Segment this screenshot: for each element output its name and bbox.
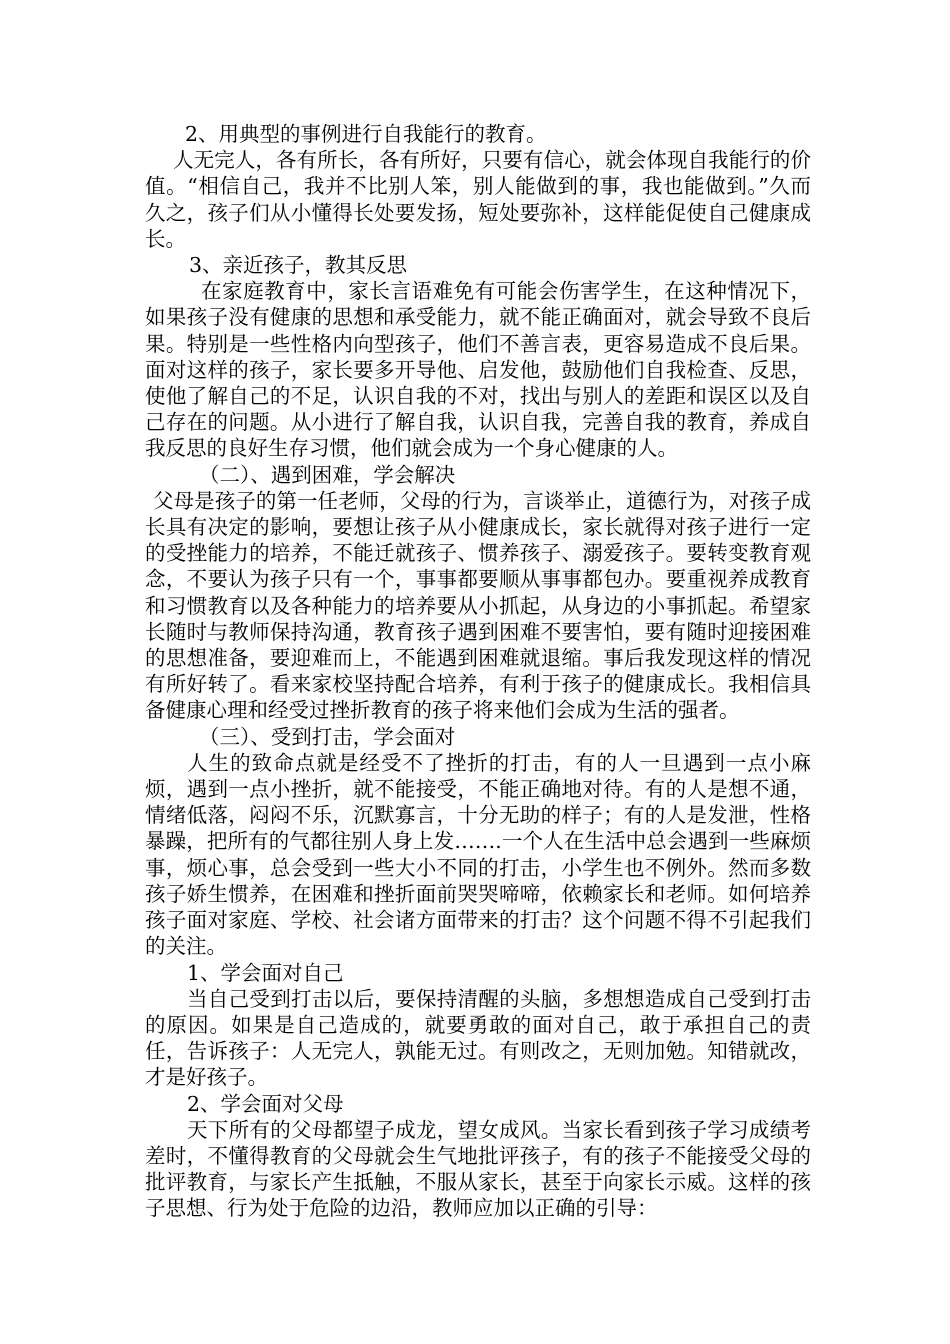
paragraph: 在家庭教育中，家长言语难免有可能会伤害学生，在这种情况下，如果孩子没有健康的思想和承受能力，就不能正确面对，就会导致不良后果。特别是一些性格内向型孩子，他们不善言表，更容易造成不良后果。面对这样的孩子，家长要多开导他、启发他，鼓励他们自我检查、反思，使他了解自己的不足，认识自我的不对，找出与别人的差距和误区以及自己存在的问题。从小进行了解自我，认识自我，完善自我的教育，养成自我反思的良好生存习惯，他们就会成为一个身心健康的人。 [145,279,811,461]
paragraph: 天下所有的父母都望子成龙，望女成风。当家长看到孩子学习成绩考差时，不懂得教育的父母就会生气地批评孩子，有的孩子不能接受父母的批评教育，与家长产生抵触，不服从家长，甚至于向家长示威。这样的孩子思想、行为处于危险的边沿，教师应加以正确的引导： [145,1117,811,1221]
paragraph: 当自己受到打击以后，要保持清醒的头脑，多想想造成自己受到打击的原因。如果是自己造成的，就要勇敢的面对自己，敢于承担自己的责任，告诉孩子：人无完人，孰能无过。有则改之，无则加勉。知错就改，才是好孩子。 [145,986,811,1090]
document-page [145,121,811,1222]
section-heading: 3、亲近孩子，教其反思 [189,253,408,278]
section-heading: 2、用典型的事例进行自我能行的教育。 [185,122,547,146]
paragraph: 父母是孩子的第一任老师，父母的行为，言谈举止，道德行为，对孩子成长具有决定的影响，要想让孩子从小健康成长，家长就得对孩子进行一定的受挫能力的培养，不能迁就孩子、惯养孩子、溺爱孩子。要转变教育观念，不要认为孩子只有一个，事事都要顺从事事都包办。要重视养成教育和习惯教育以及各种能力的培养要从小抓起，从身边的小事抓起。希望家长随时与教师保持沟通，教育孩子遇到困难不要害怕，要有随时迎接困难的思想准备，要迎难而上，不能遇到困难就退缩。事后我发现这样的情况有所好转了。看来家校坚持配合培养，有利于孩子的健康成长。我相信具备健康心理和经受过挫折教育的孩子将来他们会成为生活的强者。 [145,488,811,723]
section-heading: （三）、受到打击，学会面对 [199,724,456,749]
paragraph: 人无完人，各有所长，各有所好，只要有信心，就会体现自我能行的价值。“相信自己，我并不比别人笨，别人能做到的事，我也能做到。”久而久之，孩子们从小懂得长处要发扬，短处要弥补，这样能促使自己健康成长。 [145,148,811,251]
section-heading: 2、学会面对父母 [187,1091,344,1116]
paragraph: 人生的致命点就是经受不了挫折的打击，有的人一旦遇到一点小麻烦，遇到一点小挫折，就不能接受，不能正确地对待。有的人是想不通，情绪低落，闷闷不乐，沉默寡言，十分无助的样子；有的人是发泄，性格暴躁，把所有的气都往别人身上发…….一个人在生活中总会遇到一些麻烦事，烦心事，总会受到一些大小不同的打击，小学生也不例外。然而多数孩子娇生惯养，在困难和挫折面前哭哭啼啼，依赖家长和老师。如何培养孩子面对家庭、学校、社会诸方面带来的打击？这个问题不得不引起我们的关注。 [145,750,811,959]
section-heading: （二）、遇到困难，学会解决 [199,462,456,487]
section-heading: 1、学会面对自己 [187,960,344,985]
